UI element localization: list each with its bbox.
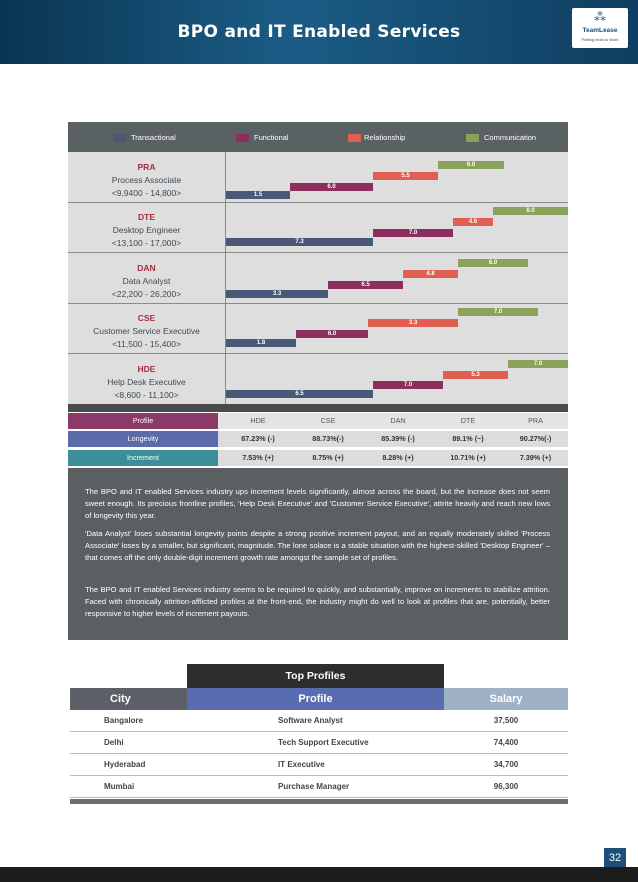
bar-dte-relationship [453,218,493,226]
legend-swatch [236,134,249,142]
bar-value-label: 6.0 [327,184,336,190]
table-row-divider [70,731,568,732]
metrics-cell: 85.39% (-) [381,434,415,443]
bar-pra-communication [438,161,504,169]
col-header-profile: Profile [187,688,444,710]
legend-label: Communication [484,133,537,142]
bar-dte-functional [373,229,453,237]
bar-value-label: 6.5 [361,281,370,288]
profile-salary-range: <9,9400 - 14,800> [111,188,182,198]
metrics-cell: 10.71% (+) [450,453,486,462]
logo-name: TeamLease [582,27,618,34]
metrics-header-cell: DAN [390,416,406,425]
bar-value-label: 1.8 [256,340,266,347]
page-title: BPO and IT Enabled Services [177,22,461,42]
commentary-panel [68,468,568,640]
chart-row-cse [68,303,568,355]
table-row-divider [70,775,568,776]
metrics-longevity-label: Longevity [68,431,218,447]
col-header-city: City [70,688,187,710]
profile-name: Desktop Engineer [112,225,181,236]
commentary-paragraph-1: The BPO and IT enabled Services industry ups increment levels significantly, almost across the board, but the increase does not seem sweet enough. Its precious frontline profiles, 'Help Desk Executive' and 'Customer Service Executive', attrite heavily and reach new lows of longevity this year. [85,487,550,520]
profile-code: PRA [137,162,156,172]
bar-value-label: 4.6 [468,219,478,226]
profile-salary-range: <8,600 - 11,100> [114,389,179,400]
profile-label [68,312,225,351]
salary-cell: 34,700 [493,760,519,769]
metrics-header-cell: HDE [250,416,266,425]
bar-value-label: 3.3 [272,290,282,297]
bar-dan-communication [458,259,528,267]
metrics-increment-row [68,450,568,466]
legend-label: Relationship [364,133,406,142]
skills-chart [68,122,568,412]
profile-salary-range: <22,200 - 26,200> [111,288,182,299]
bar-value-label: 1.5 [253,192,263,198]
metrics-increment-label: Increment [68,450,218,466]
profile-label [68,211,225,250]
profile-name: Help Desk Executive [107,376,186,387]
chart-row-dte [68,202,568,254]
bar-dan-functional [328,281,403,289]
bar-cse-functional [296,330,368,338]
profile-cell: Purchase Manager [278,782,350,791]
bar-dan-relationship [403,270,458,278]
profile-name: Process Associate [111,175,182,185]
chart-footer-bar [68,404,568,412]
page-number: 32 [604,848,626,868]
table-row-divider [70,753,568,754]
bar-dte-transactional [226,238,373,246]
bar-value-label: 7.0 [408,230,418,237]
bar-hde-relationship [443,371,508,379]
legend-swatch [348,134,361,142]
metrics-cell: 8.75% (+) [312,453,344,462]
salary-cell: 37,500 [493,716,519,725]
metrics-header-cell: PRA [528,416,543,425]
metrics-header-cell: DTE [460,416,476,425]
profile-name: Data Analyst [122,275,171,286]
metrics-cell: 87.23% (-) [241,434,275,443]
profile-salary-range: <11,500 - 15,400> [112,339,181,350]
commentary-paragraph-3: The BPO and IT enabled Services industry seems to be required to quickly, and substantially, improve on increments to stabilize attrition. Faced with chronically attrition-afflicted profiles at the front-end, the industry might do well to look at profiles that are, potentially, better responsive to higher levels of increment payouts. [85,585,550,618]
chart-legend [68,122,568,152]
bar-value-label: 8.0 [526,208,535,215]
metrics-header-profile: Profile [68,413,218,429]
bar-value-label: 3.3 [408,320,418,327]
chart-divider [225,152,226,404]
logo-mark-icon: ⁂ [594,10,606,24]
commentary-paragraph-2: 'Data Analyst' loses substantial longevity points despite a strong positive increment payout, and an equally moderately skilled 'Process Associate' loses by a smaller, but significant, magnitude. The lone solace is a stable situation with the highest-skilled 'Desktop Engineer' – that comes off the only double-digit increment growth rate amongst the sample set of profiles. [85,529,550,562]
profile-code: DTE [138,212,155,223]
bar-value-label: 5.5 [401,173,410,179]
legend-swatch [466,134,479,142]
bar-value-label: 7.0 [493,309,503,316]
bar-cse-communication [458,308,538,316]
bar-value-label: 6.0 [488,259,498,266]
bar-value-label: 6.5 [295,390,304,397]
profile-code: CSE [137,313,156,324]
col-header-salary: Salary [444,688,568,710]
legend-label: Functional [254,133,289,142]
page-header [0,0,638,64]
profile-cell: IT Executive [278,760,325,769]
bar-pra-transactional [226,191,290,199]
metrics-header-cell: CSE [320,416,336,425]
legend-swatch [113,134,126,142]
bar-pra-relationship [373,172,438,180]
bar-hde-transactional [226,390,373,398]
metrics-cell: 8.28% (+) [382,453,414,462]
metrics-cell: 89.1% (~) [452,434,484,443]
bar-value-label: 7.3 [295,239,304,246]
bar-hde-communication [508,360,568,368]
table-row-divider [70,797,568,798]
chart-row-pra [68,152,568,204]
city-cell: Mumbai [104,782,135,791]
chart-row-hde [68,354,568,406]
metrics-cell: 7.53% (+) [242,453,274,462]
bar-dan-transactional [226,290,328,298]
salary-cell: 74,400 [493,738,519,747]
metrics-header-row [68,413,568,429]
profile-cell: Tech Support Executive [278,738,369,747]
metrics-longevity-row [68,431,568,447]
chart-row-dan [68,253,568,305]
salary-cell: 96,300 [493,782,519,791]
bar-value-label: 5.3 [471,371,480,378]
metrics-cell: 7.39% (+) [519,453,552,462]
metrics-cell: 88.73%(-) [312,434,344,443]
legend-label: Transactional [131,133,176,142]
profile-code: DAN [137,262,156,273]
bar-cse-relationship [368,319,458,327]
profile-name: Customer Service Executive [93,326,200,337]
profile-salary-range: <13,100 - 17,000> [111,238,182,249]
bar-hde-functional [373,381,443,389]
city-cell: Hyderabad [104,760,146,769]
profile-label [68,363,225,402]
city-cell: Bangalore [104,716,144,725]
metrics-cell: 90.27%(-) [519,434,552,443]
bar-dte-communication [493,207,568,215]
bar-value-label: 4.8 [426,270,435,277]
profile-code: HDE [137,363,156,374]
bar-value-label: 6.0 [327,331,337,338]
profile-cell: Software Analyst [278,716,343,725]
table-footer-bar [70,799,568,804]
bar-pra-functional [290,183,373,191]
logo-tagline: Putting India to Work [581,37,619,42]
bar-value-label: 7.0 [403,381,413,388]
profile-label [68,161,225,200]
bar-value-label: 7.0 [533,360,543,367]
top-profiles-title: Top Profiles [187,664,444,688]
profile-label [68,262,225,301]
city-cell: Delhi [104,738,124,747]
bar-value-label: 6.0 [466,162,476,168]
footer-bar [0,867,638,882]
teamlease-logo [572,8,628,48]
bar-cse-transactional [226,339,296,347]
